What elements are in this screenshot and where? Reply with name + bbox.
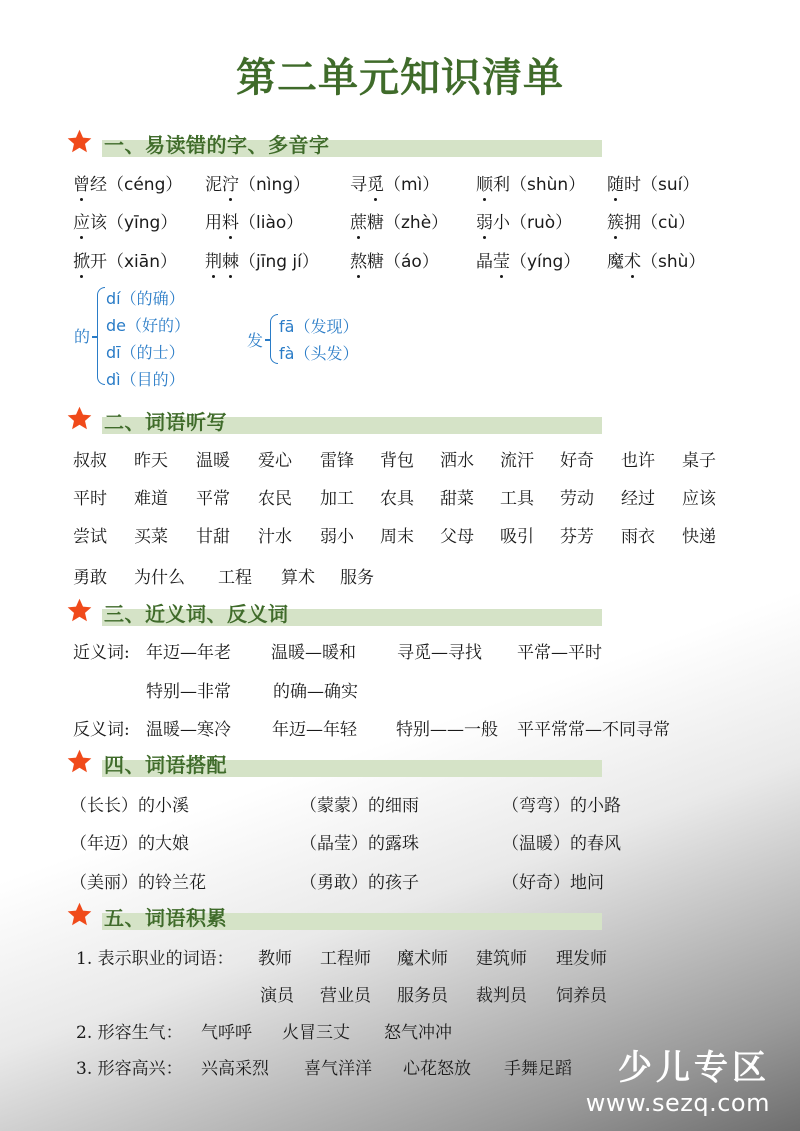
pinyin: mì (401, 175, 423, 195)
synonym-pair: 年迈—年老 (146, 643, 231, 663)
dictation-word: 工具 (500, 489, 534, 509)
antonym-pair: 特别——一般 (396, 720, 498, 740)
word: 晶莹 (476, 252, 510, 272)
misread-item: 掀开（xiān） (73, 247, 177, 272)
dictation-word: 背包 (380, 451, 414, 471)
word: 曾经 (73, 175, 107, 195)
occupation-word: 服务员 (397, 986, 448, 1006)
polyphone-reading: fà（头发） (279, 344, 359, 363)
pinyin: shùn (527, 175, 569, 195)
collocation-item: （年迈）的大娘 (70, 834, 189, 854)
angry-word: 气呼呼 (201, 1023, 252, 1043)
occupation-word: 魔术师 (397, 949, 448, 969)
brace-icon (270, 314, 278, 364)
dictation-word: 买菜 (134, 527, 168, 547)
dictation-word: 平常 (196, 489, 230, 509)
occupation-word: 工程师 (320, 949, 371, 969)
collocation-item: （美丽）的铃兰花 (70, 873, 206, 893)
happy-word: 手舞足蹈 (504, 1059, 572, 1079)
dictation-word: 甜菜 (440, 489, 474, 509)
misread-item: 弱小（ruò） (476, 208, 572, 233)
section-header-5 (66, 901, 606, 931)
dictation-word: 勇敢 (73, 568, 107, 588)
pinyin: xiān (124, 252, 160, 272)
misread-item: 熬糖（áo） (350, 247, 439, 272)
dictation-word: 好奇 (560, 451, 594, 471)
section-header-1 (66, 128, 606, 158)
happy-word: 兴高采烈 (201, 1059, 269, 1079)
section-title: 三、近义词、反义词 (104, 602, 289, 626)
word: 荆棘 (205, 252, 239, 272)
occupation-word: 演员 (260, 986, 294, 1006)
section-title: 五、词语积累 (104, 906, 227, 930)
collocation-item: （晶莹）的露珠 (300, 834, 419, 854)
section-header-4 (66, 748, 606, 778)
dictation-word: 农具 (380, 489, 414, 509)
word: 弱小 (476, 213, 510, 233)
word: 蔗糖 (350, 213, 384, 233)
misread-item: 用料（liào） (205, 208, 303, 233)
brace-icon (97, 287, 105, 385)
occupation-word: 饲养员 (556, 986, 607, 1006)
pinyin: yíng (527, 252, 564, 272)
synonym-pair: 温暖—暖和 (271, 643, 356, 663)
dictation-word: 吸引 (500, 527, 534, 547)
polyphone-reading: dì（目的） (106, 370, 185, 389)
word: 簇拥 (607, 213, 641, 233)
dictation-word: 为什么 (134, 568, 185, 588)
misread-item: 顺利（shùn） (476, 170, 585, 195)
word: 魔术 (607, 252, 641, 272)
occupation-word: 理发师 (556, 949, 607, 969)
section-title: 二、词语听写 (104, 410, 227, 434)
dictation-word: 叔叔 (73, 451, 107, 471)
accumulation-label: 2. 形容生气： (76, 1023, 183, 1043)
pinyin: ruò (527, 213, 556, 233)
synonym-label: 近义词: (73, 643, 130, 663)
dictation-word: 农民 (258, 489, 292, 509)
dictation-word: 尝试 (73, 527, 107, 547)
synonym-pair: 的确—确实 (273, 682, 358, 702)
dictation-word: 爱心 (258, 451, 292, 471)
section-title: 四、词语搭配 (104, 753, 227, 777)
section-header-2 (66, 405, 606, 435)
dictation-word: 温暖 (196, 451, 230, 471)
misread-item: 寻觅（mì） (350, 170, 439, 195)
synonym-pair: 寻觅—寻找 (397, 643, 482, 663)
accumulation-label: 3. 形容高兴： (76, 1059, 183, 1079)
dictation-word: 快递 (682, 527, 716, 547)
misread-item: 荆棘（jīng jí） (205, 247, 319, 272)
misread-item: 应该（yīng） (73, 208, 177, 233)
dictation-word: 服务 (340, 568, 374, 588)
collocation-item: （温暖）的春风 (502, 834, 621, 854)
polyphone-char: 的 (74, 327, 91, 346)
star-icon (66, 128, 93, 155)
pinyin: cù (658, 213, 679, 233)
angry-word: 怒气冲冲 (384, 1023, 452, 1043)
pinyin: suí (658, 175, 683, 195)
word: 用料 (205, 213, 239, 233)
word: 应该 (73, 213, 107, 233)
collocation-item: （长长）的小溪 (70, 796, 189, 816)
synonym-pair: 特别—非常 (146, 682, 231, 702)
antonym-pair: 年迈—年轻 (272, 720, 357, 740)
misread-item: 泥泞（nìng） (205, 170, 310, 195)
dictation-word: 汁水 (258, 527, 292, 547)
occupation-word: 教师 (258, 949, 292, 969)
word: 泥泞 (205, 175, 239, 195)
word: 掀开 (73, 252, 107, 272)
misread-item: 簇拥（cù） (607, 208, 695, 233)
dictation-word: 应该 (682, 489, 716, 509)
happy-word: 心花怒放 (403, 1059, 471, 1079)
misread-item: 蔗糖（zhè） (350, 208, 448, 233)
watermark (586, 1040, 770, 1117)
collocation-item: （弯弯）的小路 (502, 796, 621, 816)
misread-item: 晶莹（yíng） (476, 247, 580, 272)
dictation-word: 桌子 (682, 451, 716, 471)
occupation-word: 建筑师 (476, 949, 527, 969)
dictation-word: 平时 (73, 489, 107, 509)
pinyin: áo (401, 252, 422, 272)
collocation-item: （好奇）地问 (502, 873, 604, 893)
word: 寻觅 (350, 175, 384, 195)
dictation-word: 昨天 (134, 451, 168, 471)
pinyin: nìng (256, 175, 294, 195)
pinyin: shù (658, 252, 689, 272)
dictation-word: 雨衣 (621, 527, 655, 547)
angry-word: 火冒三丈 (282, 1023, 350, 1043)
polyphone-reading: fā（发现） (279, 317, 359, 336)
misread-item: 随时（suí） (607, 170, 699, 195)
occupation-word: 裁判员 (476, 986, 527, 1006)
collocation-item: （勇敢）的孩子 (300, 873, 419, 893)
collocation-item: （蒙蒙）的细雨 (300, 796, 419, 816)
dictation-word: 工程 (218, 568, 252, 588)
dictation-word: 难道 (134, 489, 168, 509)
polyphone-char: 发 (247, 331, 264, 350)
pinyin: jīng jí (256, 252, 302, 272)
dictation-word: 算术 (281, 568, 315, 588)
pinyin: céng (124, 175, 166, 195)
dictation-word: 加工 (320, 489, 354, 509)
pinyin: liào (256, 213, 287, 233)
watermark-brand: 少儿专区 (618, 1048, 770, 1088)
word: 熬糖 (350, 252, 384, 272)
dictation-word: 周末 (380, 527, 414, 547)
dictation-word: 弱小 (320, 527, 354, 547)
happy-word: 喜气洋洋 (304, 1059, 372, 1079)
dictation-word: 甘甜 (196, 527, 230, 547)
section-title: 一、易读错的字、多音字 (104, 133, 330, 157)
star-icon (66, 597, 93, 624)
pinyin: zhè (401, 213, 432, 233)
word: 顺利 (476, 175, 510, 195)
watermark-url: www.sezq.com (585, 1089, 770, 1117)
dictation-word: 劳动 (560, 489, 594, 509)
polyphone-reading: de（好的） (106, 316, 191, 335)
dictation-word: 芬芳 (560, 527, 594, 547)
dictation-word: 雷锋 (320, 451, 354, 471)
star-icon (66, 748, 93, 775)
dictation-word: 父母 (440, 527, 474, 547)
dictation-word: 经过 (621, 489, 655, 509)
antonym-pair: 温暖—寒冷 (146, 720, 231, 740)
dictation-word: 也许 (621, 451, 655, 471)
word: 随时 (607, 175, 641, 195)
polyphone-reading: dī（的士） (106, 343, 185, 362)
antonym-label: 反义词: (73, 720, 130, 740)
pinyin: yīng (124, 213, 161, 233)
page-title: 第二单元知识清单 (236, 55, 564, 101)
misread-item: 曾经（céng） (73, 170, 182, 195)
star-icon (66, 405, 93, 432)
dictation-word: 流汗 (500, 451, 534, 471)
misread-item: 魔术（shù） (607, 247, 705, 272)
occupation-word: 营业员 (320, 986, 371, 1006)
section-header-3 (66, 597, 606, 627)
dictation-word: 洒水 (440, 451, 474, 471)
star-icon (66, 901, 93, 928)
synonym-pair: 平常—平时 (517, 643, 602, 663)
polyphone-reading: dí（的确） (106, 289, 185, 308)
antonym-pair: 平平常常—不同寻常 (517, 720, 670, 740)
accumulation-label: 1. 表示职业的词语： (76, 949, 234, 969)
